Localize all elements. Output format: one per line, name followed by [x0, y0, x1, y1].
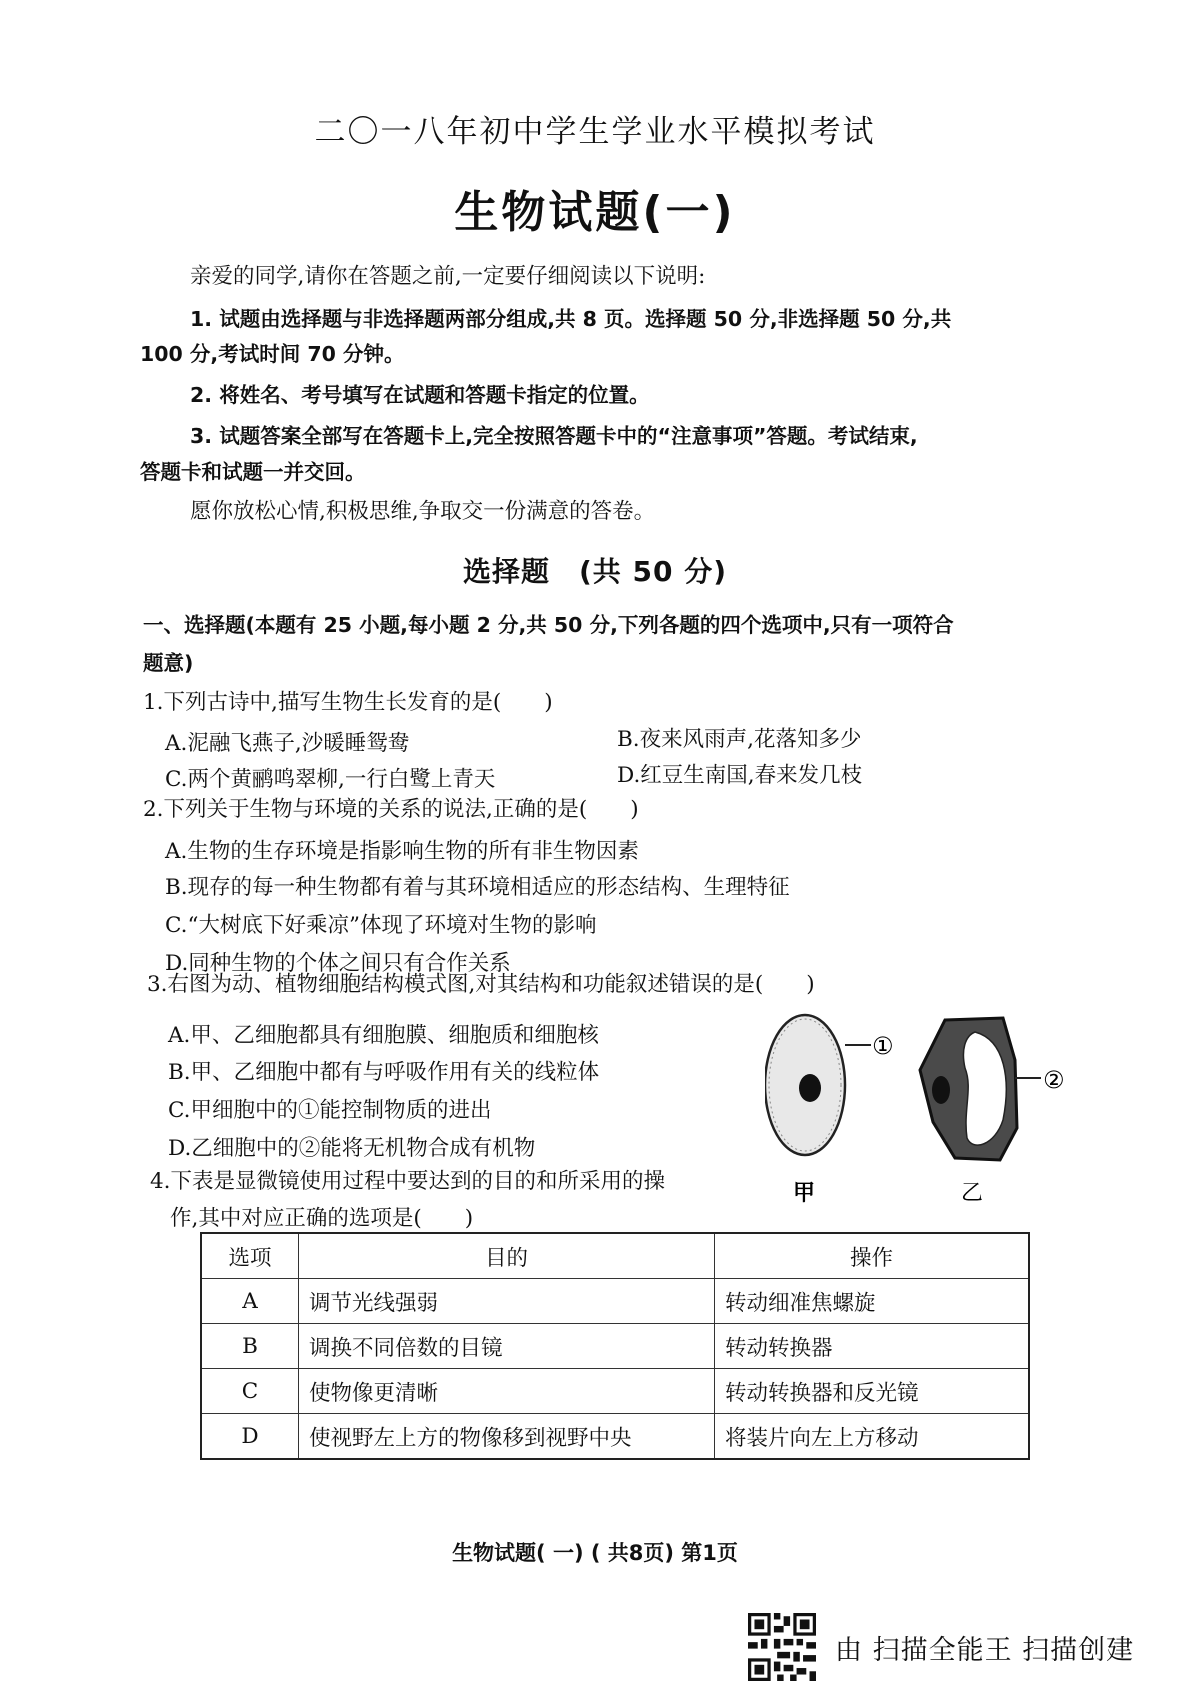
- microscope-table: [200, 1232, 1030, 1460]
- qr-code-icon: [748, 1613, 816, 1681]
- table-cell: B: [201, 1324, 299, 1369]
- scanner-watermark: 由 扫描全能王 扫描创建: [835, 1635, 1135, 1666]
- instruction-item-1a: 1. 试题由选择题与非选择题两部分组成,共 8 页。选择题 50 分,非选择题 50 分,共: [190, 307, 952, 331]
- question-2-option-a: A.生物的生存环境是指影响生物的所有非生物因素: [165, 839, 639, 864]
- question-2-option-c: C.“大树底下好乘凉”体现了环境对生物的影响: [165, 913, 597, 938]
- question-1-option-d: D.红豆生南国,春来发几枝: [617, 763, 863, 788]
- table-cell: 转动细准焦螺旋: [715, 1279, 1030, 1324]
- question-2-option-d: D.同种生物的个体之间只有合作关系: [165, 951, 511, 976]
- instruction-item-3b: 答题卡和试题一并交回。: [140, 460, 366, 484]
- table-header-row: [201, 1233, 1029, 1279]
- plant-cell-nucleus: [932, 1076, 950, 1104]
- question-3-stem: 3.右图为动、植物细胞结构模式图,对其结构和功能叙述错误的是( ): [147, 972, 815, 997]
- question-2-stem: 2.下列关于生物与环境的关系的说法,正确的是( ): [143, 797, 639, 822]
- table-header-cell: 目的: [299, 1233, 715, 1279]
- table-cell: 转动转换器和反光镜: [715, 1369, 1030, 1414]
- instruction-item-3a: 3. 试题答案全部写在答题卡上,完全按照答题卡中的“注意事项”答题。考试结束,: [190, 424, 918, 448]
- table-cell: D: [201, 1414, 299, 1460]
- table-cell: 使物像更清晰: [299, 1369, 715, 1414]
- animal-cell-nucleus: [799, 1074, 821, 1102]
- table-header-cell: 操作: [715, 1233, 1030, 1279]
- instruction-item-1b: 100 分,考试时间 70 分钟。: [140, 342, 405, 366]
- figure-label-2: ②: [1043, 1066, 1065, 1094]
- table-row: [201, 1369, 1029, 1414]
- animal-cell-diagram: [765, 1015, 871, 1155]
- figure-cell-b-label: 乙: [961, 1181, 984, 1206]
- question-1-stem: 1.下列古诗中,描写生物生长发育的是( ): [143, 690, 553, 715]
- table-cell: 使视野左上方的物像移到视野中央: [299, 1414, 715, 1460]
- instruction-item-2: 2. 将姓名、考号填写在试题和答题卡指定的位置。: [190, 383, 650, 407]
- question-3-option-d: D.乙细胞中的②能将无机物合成有机物: [168, 1136, 536, 1161]
- question-4-stem-b: 作,其中对应正确的选项是( ): [170, 1206, 474, 1231]
- page-footer: 生物试题( 一) ( 共8页) 第1页: [452, 1541, 738, 1565]
- table-cell: 转动转换器: [715, 1324, 1030, 1369]
- question-4-stem-a: 4.下表是显微镜使用过程中要达到的目的和所采用的操: [150, 1169, 666, 1194]
- table-cell: 调节光线强弱: [299, 1279, 715, 1324]
- subject-title: 生物试题(一): [454, 187, 736, 238]
- question-2-option-b: B.现存的每一种生物都有着与其环境相适应的形态结构、生理特征: [165, 875, 790, 900]
- exam-title: 二〇一八年初中学生学业水平模拟考试: [314, 114, 876, 150]
- section-intro-a: 一、选择题(本题有 25 小题,每小题 2 分,共 50 分,下列各题的四个选项中,只有一项符合: [143, 613, 954, 637]
- instructions-wish: 愿你放松心情,积极思维,争取交一份满意的答卷。: [190, 499, 656, 524]
- table-header-cell: 选项: [201, 1233, 299, 1279]
- table-cell: C: [201, 1369, 299, 1414]
- table-cell: 调换不同倍数的目镜: [299, 1324, 715, 1369]
- question-1-option-b: B.夜来风雨声,花落知多少: [617, 727, 862, 752]
- table-row: [201, 1414, 1029, 1460]
- table-cell: 将装片向左上方移动: [715, 1414, 1030, 1460]
- table-cell: A: [201, 1279, 299, 1324]
- table-row: [201, 1324, 1029, 1369]
- question-1-option-a: A.泥融飞燕子,沙暖睡鸳鸯: [165, 731, 410, 756]
- figure-cell-a-label: 甲: [793, 1181, 816, 1206]
- section-intro-b: 题意): [143, 651, 194, 675]
- question-3-option-a: A.甲、乙细胞都具有细胞膜、细胞质和细胞核: [168, 1023, 599, 1048]
- question-1-option-c: C.两个黄鹂鸣翠柳,一行白鹭上青天: [165, 767, 496, 792]
- plant-cell-diagram: [920, 1018, 1041, 1160]
- section-title: 选择题 (共 50 分): [462, 555, 728, 588]
- figure-label-1: ①: [872, 1032, 894, 1060]
- question-3-option-b: B.甲、乙细胞中都有与呼吸作用有关的线粒体: [168, 1060, 600, 1085]
- cell-structure-figure: [765, 1010, 1095, 1210]
- question-3-option-c: C.甲细胞中的①能控制物质的进出: [168, 1098, 492, 1123]
- instructions-greeting: 亲爱的同学,请你在答题之前,一定要仔细阅读以下说明:: [190, 264, 706, 289]
- table-row: [201, 1279, 1029, 1324]
